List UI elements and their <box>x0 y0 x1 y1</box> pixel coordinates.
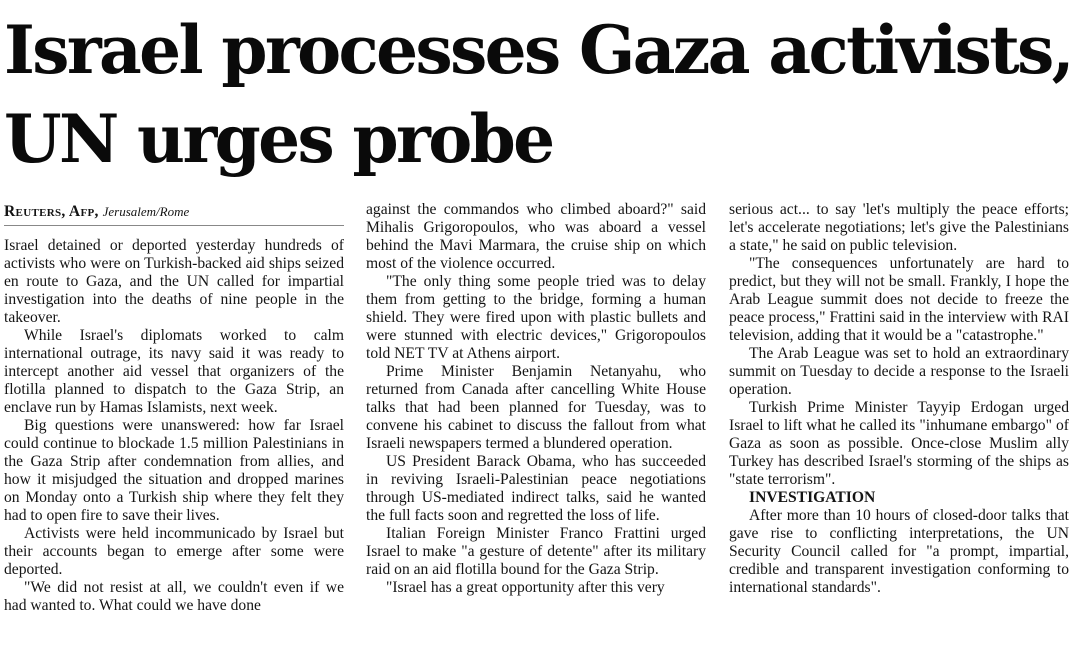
article-column-3 <box>729 201 1069 597</box>
paragraph: US President Barack Obama, who has succeeded in reviving Israeli-Palestinian peace negotiations through US-mediated indirect talks, said he wanted the full facts soon and regretted the loss of life. <box>366 453 706 524</box>
paragraph: Prime Minister Benjamin Netanyahu, who returned from Canada after cancelling White House talks that had been planned for Tuesday, was to convene his cabinet to discuss the fallout from what Israeli newspapers termed a blundered operation. <box>366 363 706 452</box>
paragraph: "We did not resist at all, we couldn't even if we had wanted to. What could we have done <box>4 579 344 614</box>
paragraph: The Arab League was set to hold an extraordinary summit on Tuesday to decide a response to the Israeli operation. <box>729 345 1069 398</box>
paragraph: Activists were held incommunicado by Israel but their accounts began to emerge after some were deported. <box>4 525 344 578</box>
paragraph: against the commandos who climbed aboard?" said Mihalis Grigoropoulos, who was aboard a vessel behind the Mavi Marmara, the cruise ship on which most of the violence occurred. <box>366 201 706 272</box>
article-column-1 <box>4 201 344 615</box>
article-column-2 <box>366 201 706 597</box>
paragraph: Big questions were unanswered: how far Israel could continue to blockade 1.5 million Palestinians in the Gaza Strip after condemnation from allies, and how it misjudged the situation and dropped marines on Monday onto a Turkish ship where they felt they had to open fire to save their lives. <box>4 417 344 524</box>
paragraph: Italian Foreign Minister Franco Frattini urged Israel to make "a gesture of detente" after its military raid on an aid flotilla bound for the Gaza Strip. <box>366 525 706 578</box>
headline: Israel processes Gaza activists, UN urges probe <box>4 11 1073 178</box>
paragraph: "The consequences unfortunately are hard to predict, but they will not be small. Frankly, I hope the Arab League summit does not decide to freeze the peace process," Frattini said in the interview with RAI television, adding that it would be a "catastrophe." <box>729 255 1069 344</box>
paragraph: Turkish Prime Minister Tayyip Erdogan urged Israel to lift what he called its "inhumane embargo" of Gaza as soon as possible. Once-close Muslim ally Turkey has described Israel's storming of the ships as "state terrorism". <box>729 399 1069 488</box>
byline <box>4 203 344 226</box>
byline-agencies: Reuters, Afp, <box>4 203 99 220</box>
paragraph: Israel detained or deported yesterday hundreds of activists who were on Turkish-backed aid ships seized en route to Gaza, and the UN called for impartial investigation into the deaths of nine people in the takeover. <box>4 237 344 326</box>
paragraph: serious act... to say 'let's multiply the peace efforts; let's accelerate negotiations; let's give the Palestinians a state," he said on public television. <box>729 201 1069 254</box>
paragraph: "The only thing some people tried was to delay them from getting to the bridge, forming a human shield. They were fired upon with plastic bullets and were stunned with electric devices," Grigoropoulos told NET TV at Athens airport. <box>366 273 706 362</box>
section-subhead: INVESTIGATION <box>749 489 876 506</box>
paragraph: After more than 10 hours of closed-door talks that gave rise to conflicting interpretations, the UN Security Council called for "a prompt, impartial, credible and transparent investigation conforming to international standards". <box>729 507 1069 596</box>
paragraph: "Israel has a great opportunity after this very <box>386 579 665 596</box>
byline-place: Jerusalem/Rome <box>102 204 190 219</box>
paragraph: While Israel's diplomats worked to calm international outrage, its navy said it was ready to intercept another aid vessel that organizers of the flotilla planned to dispatch to the Gaza Strip, an enclave run by Hamas Islamists, next week. <box>4 327 344 416</box>
